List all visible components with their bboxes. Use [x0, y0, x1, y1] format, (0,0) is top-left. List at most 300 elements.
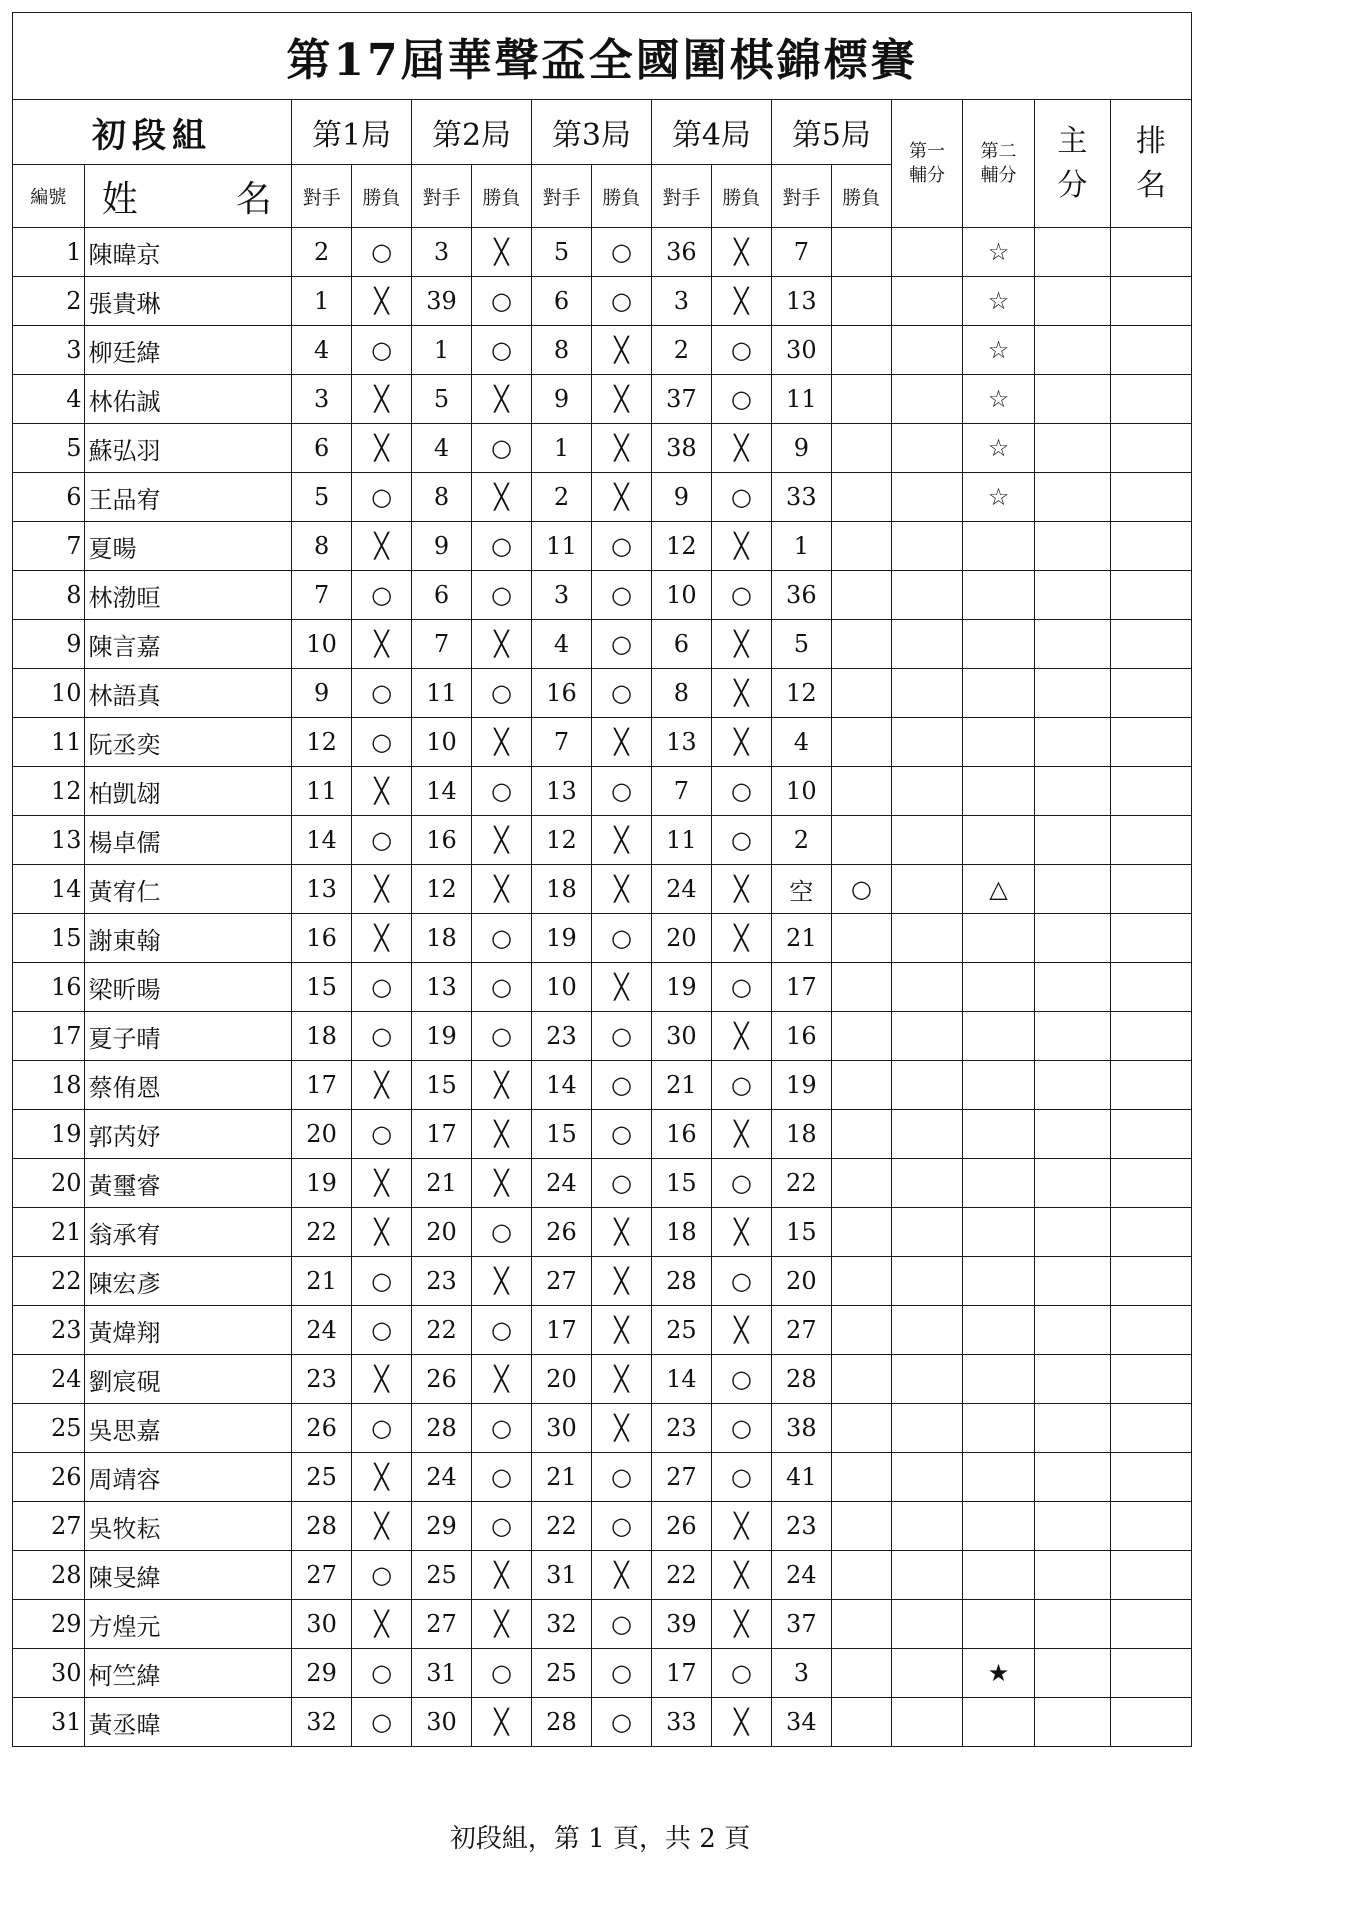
opponent-cell: 21 [651, 1061, 711, 1110]
result-cell: ○ [591, 767, 651, 816]
aux-score-2-cell [963, 1159, 1035, 1208]
opponent-cell: 18 [292, 1012, 352, 1061]
opponent-cell: 4 [292, 326, 352, 375]
opponent-cell: 5 [292, 473, 352, 522]
result-cell [831, 326, 891, 375]
opponent-cell: 12 [651, 522, 711, 571]
result-cell [831, 1502, 891, 1551]
main-score-cell [1034, 1110, 1110, 1159]
main-score-cell [1034, 1306, 1110, 1355]
rank-cell [1110, 1306, 1191, 1355]
aux-score-1-cell [891, 1404, 963, 1453]
opponent-cell: 24 [531, 1159, 591, 1208]
result-cell: ╳ [711, 865, 771, 914]
player-number: 13 [13, 816, 85, 865]
aux-score-2-cell [963, 816, 1035, 865]
result-cell: ○ [711, 326, 771, 375]
opponent-cell: 22 [292, 1208, 352, 1257]
result-cell: ╳ [591, 1306, 651, 1355]
player-row [13, 1649, 1192, 1698]
result-cell: ○ [711, 1404, 771, 1453]
opponent-cell: 13 [531, 767, 591, 816]
rank-cell [1110, 865, 1191, 914]
main-score-cell [1034, 1453, 1110, 1502]
aux2-line2: 輔分 [980, 164, 1017, 186]
result-cell: ╳ [472, 1600, 532, 1649]
result-cell: ╳ [591, 1404, 651, 1453]
aux-score-1-cell [891, 522, 963, 571]
main-score-header [1034, 100, 1110, 228]
result-cell: ╳ [591, 1208, 651, 1257]
player-row [13, 963, 1192, 1012]
main-score-cell [1034, 816, 1110, 865]
main-score-cell [1034, 620, 1110, 669]
opponent-cell: 7 [531, 718, 591, 767]
round-2-header: 第2局 [412, 100, 532, 165]
main-score-cell [1034, 914, 1110, 963]
rank-cell [1110, 1159, 1191, 1208]
opponent-cell: 30 [531, 1404, 591, 1453]
player-name: 吳思嘉 [84, 1404, 292, 1453]
result-cell [831, 1600, 891, 1649]
aux-score-1-cell [891, 1649, 963, 1698]
result-cell [831, 669, 891, 718]
tournament-title: 第17屆華聲盃全國圍棋錦標賽 [13, 13, 1192, 100]
result-cell [831, 1404, 891, 1453]
opponent-cell: 14 [651, 1355, 711, 1404]
result-cell: ○ [472, 1012, 532, 1061]
player-number: 9 [13, 620, 85, 669]
main-score-cell [1034, 1355, 1110, 1404]
opponent-header: 對手 [292, 165, 352, 228]
aux-score-1-cell [891, 1257, 963, 1306]
player-name: 阮丞奕 [84, 718, 292, 767]
result-cell: ╳ [472, 1257, 532, 1306]
opponent-cell: 33 [651, 1698, 711, 1747]
opponent-cell: 15 [651, 1159, 711, 1208]
opponent-cell: 27 [651, 1453, 711, 1502]
result-cell: ○ [472, 571, 532, 620]
result-cell: ╳ [591, 1355, 651, 1404]
opponent-cell: 19 [651, 963, 711, 1012]
player-row [13, 718, 1192, 767]
aux-score-2-cell [963, 914, 1035, 963]
result-cell: ○ [472, 277, 532, 326]
opponent-cell: 21 [771, 914, 831, 963]
aux-score-1-cell [891, 1551, 963, 1600]
player-number: 16 [13, 963, 85, 1012]
opponent-cell: 38 [651, 424, 711, 473]
rank-cell [1110, 1453, 1191, 1502]
opponent-cell: 16 [531, 669, 591, 718]
opponent-cell: 9 [292, 669, 352, 718]
player-name: 黃宥仁 [84, 865, 292, 914]
rank-cell [1110, 326, 1191, 375]
opponent-cell: 20 [771, 1257, 831, 1306]
result-cell [831, 522, 891, 571]
player-number: 26 [13, 1453, 85, 1502]
player-name: 黃煒翔 [84, 1306, 292, 1355]
player-name: 林語真 [84, 669, 292, 718]
opponent-cell: 11 [651, 816, 711, 865]
opponent-cell: 18 [412, 914, 472, 963]
result-cell: ○ [352, 228, 412, 277]
aux-score-2-cell [963, 1110, 1035, 1159]
opponent-cell: 12 [771, 669, 831, 718]
player-name: 蔡侑恩 [84, 1061, 292, 1110]
result-cell: ╳ [711, 1012, 771, 1061]
aux-score-2-cell [963, 1012, 1035, 1061]
result-cell: ○ [591, 1110, 651, 1159]
result-cell: ○ [591, 1649, 651, 1698]
result-cell: ○ [352, 571, 412, 620]
opponent-cell: 2 [292, 228, 352, 277]
result-cell: ╳ [472, 1159, 532, 1208]
result-cell: ╳ [711, 1551, 771, 1600]
result-cell [831, 1649, 891, 1698]
opponent-cell: 27 [412, 1600, 472, 1649]
opponent-cell: 11 [412, 669, 472, 718]
main-score-cell [1034, 1257, 1110, 1306]
main-score-cell [1034, 228, 1110, 277]
aux1-line1: 第一 [909, 140, 946, 162]
opponent-cell: 27 [292, 1551, 352, 1600]
opponent-cell: 4 [771, 718, 831, 767]
opponent-cell: 9 [412, 522, 472, 571]
player-number: 25 [13, 1404, 85, 1453]
player-name: 翁承宥 [84, 1208, 292, 1257]
opponent-cell: 4 [531, 620, 591, 669]
opponent-cell: 22 [771, 1159, 831, 1208]
opponent-cell: 11 [292, 767, 352, 816]
aux-score-1-cell [891, 473, 963, 522]
main-score-cell [1034, 1061, 1110, 1110]
result-cell: ╳ [472, 375, 532, 424]
opponent-cell: 29 [412, 1502, 472, 1551]
aux-score-1-cell [891, 1600, 963, 1649]
opponent-cell: 22 [531, 1502, 591, 1551]
rank-cell [1110, 1600, 1191, 1649]
rank-cell [1110, 1110, 1191, 1159]
result-cell: ╳ [591, 816, 651, 865]
result-cell: ╳ [352, 865, 412, 914]
opponent-cell: 6 [651, 620, 711, 669]
opponent-cell: 36 [651, 228, 711, 277]
aux1-line2: 輔分 [909, 164, 946, 186]
aux-score-2-cell [963, 522, 1035, 571]
player-number: 7 [13, 522, 85, 571]
opponent-cell: 13 [771, 277, 831, 326]
opponent-cell: 2 [771, 816, 831, 865]
rank-cell [1110, 914, 1191, 963]
result-cell: ○ [472, 1453, 532, 1502]
opponent-cell: 37 [651, 375, 711, 424]
opponent-cell: 20 [292, 1110, 352, 1159]
opponent-cell: 11 [531, 522, 591, 571]
result-cell [831, 1208, 891, 1257]
player-row [13, 1404, 1192, 1453]
result-cell: ╳ [591, 424, 651, 473]
opponent-cell: 8 [412, 473, 472, 522]
aux-score-2-cell [963, 1208, 1035, 1257]
result-cell: ╳ [352, 375, 412, 424]
player-row [13, 1110, 1192, 1159]
player-number: 23 [13, 1306, 85, 1355]
opponent-cell: 空 [771, 865, 831, 914]
aux-score-1-cell [891, 865, 963, 914]
result-cell [831, 1012, 891, 1061]
opponent-cell: 2 [651, 326, 711, 375]
player-number: 30 [13, 1649, 85, 1698]
opponent-cell: 26 [292, 1404, 352, 1453]
aux-score-1-cell [891, 914, 963, 963]
result-cell: ╳ [591, 473, 651, 522]
opponent-cell: 18 [771, 1110, 831, 1159]
main-score-cell [1034, 424, 1110, 473]
result-cell: ○ [472, 1404, 532, 1453]
result-cell: ○ [352, 1110, 412, 1159]
number-header: 編號 [13, 165, 85, 228]
player-row [13, 767, 1192, 816]
aux-score-1-cell [891, 571, 963, 620]
opponent-cell: 24 [651, 865, 711, 914]
opponent-cell: 3 [292, 375, 352, 424]
opponent-cell: 3 [771, 1649, 831, 1698]
result-cell: ○ [591, 1012, 651, 1061]
result-cell: ○ [591, 277, 651, 326]
rank-cell [1110, 277, 1191, 326]
player-number: 31 [13, 1698, 85, 1747]
result-cell: ╳ [711, 1600, 771, 1649]
aux-score-1-cell [891, 1208, 963, 1257]
opponent-cell: 23 [531, 1012, 591, 1061]
result-cell: ○ [711, 1257, 771, 1306]
player-number: 29 [13, 1600, 85, 1649]
main-score-cell [1034, 1159, 1110, 1208]
opponent-cell: 37 [771, 1600, 831, 1649]
result-cell: ○ [472, 914, 532, 963]
result-cell: ╳ [591, 326, 651, 375]
opponent-cell: 16 [412, 816, 472, 865]
opponent-cell: 30 [412, 1698, 472, 1747]
player-row [13, 1012, 1192, 1061]
main-score-cell [1034, 1502, 1110, 1551]
result-cell: ╳ [711, 522, 771, 571]
player-number: 10 [13, 669, 85, 718]
result-cell: ○ [591, 571, 651, 620]
player-name: 林佑誠 [84, 375, 292, 424]
result-cell: ╳ [711, 718, 771, 767]
main-score-cell [1034, 1012, 1110, 1061]
aux2-line1: 第二 [980, 140, 1017, 162]
main-score-cell [1034, 326, 1110, 375]
opponent-cell: 17 [531, 1306, 591, 1355]
opponent-cell: 12 [531, 816, 591, 865]
player-name: 陳言嘉 [84, 620, 292, 669]
aux-score-2-cell: △ [963, 865, 1035, 914]
opponent-cell: 10 [651, 571, 711, 620]
opponent-cell: 15 [292, 963, 352, 1012]
result-cell: ╳ [352, 1208, 412, 1257]
result-cell: ○ [591, 228, 651, 277]
opponent-cell: 38 [771, 1404, 831, 1453]
result-cell: ○ [591, 522, 651, 571]
opponent-cell: 16 [771, 1012, 831, 1061]
rank-line1: 排 [1135, 123, 1166, 159]
result-cell: ○ [352, 1306, 412, 1355]
opponent-cell: 13 [651, 718, 711, 767]
opponent-cell: 5 [771, 620, 831, 669]
opponent-cell: 17 [292, 1061, 352, 1110]
opponent-cell: 18 [531, 865, 591, 914]
aux-score-1-cell [891, 1306, 963, 1355]
result-cell: ○ [352, 1698, 412, 1747]
opponent-cell: 22 [651, 1551, 711, 1600]
opponent-cell: 23 [412, 1257, 472, 1306]
rank-cell [1110, 1649, 1191, 1698]
opponent-cell: 19 [531, 914, 591, 963]
result-cell: ╳ [472, 473, 532, 522]
result-cell: ○ [352, 326, 412, 375]
player-number: 4 [13, 375, 85, 424]
opponent-cell: 20 [651, 914, 711, 963]
aux-score-2-cell: ☆ [963, 375, 1035, 424]
aux-score-2-cell: ★ [963, 1649, 1035, 1698]
player-row [13, 865, 1192, 914]
result-cell: ○ [711, 963, 771, 1012]
result-cell [831, 1061, 891, 1110]
player-name: 王品宥 [84, 473, 292, 522]
opponent-cell: 19 [412, 1012, 472, 1061]
rank-cell [1110, 1012, 1191, 1061]
opponent-cell: 8 [292, 522, 352, 571]
opponent-cell: 27 [771, 1306, 831, 1355]
opponent-cell: 3 [412, 228, 472, 277]
player-row [13, 1600, 1192, 1649]
opponent-cell: 10 [771, 767, 831, 816]
opponent-cell: 39 [412, 277, 472, 326]
result-cell: ╳ [472, 865, 532, 914]
player-name: 楊卓儒 [84, 816, 292, 865]
main-score-cell [1034, 473, 1110, 522]
result-cell: ╳ [472, 718, 532, 767]
result-cell: ○ [711, 816, 771, 865]
player-name: 蘇弘羽 [84, 424, 292, 473]
result-cell: ╳ [352, 1600, 412, 1649]
result-cell: ○ [591, 1453, 651, 1502]
aux-score-2-cell [963, 1600, 1035, 1649]
opponent-cell: 26 [412, 1355, 472, 1404]
player-row [13, 1306, 1192, 1355]
main-score-cell [1034, 767, 1110, 816]
opponent-cell: 30 [771, 326, 831, 375]
main-score-cell [1034, 1551, 1110, 1600]
result-cell: ○ [352, 1012, 412, 1061]
result-cell: ╳ [472, 1551, 532, 1600]
result-cell [831, 228, 891, 277]
opponent-cell: 6 [412, 571, 472, 620]
standings-table [12, 12, 1192, 1747]
result-cell: ○ [352, 1649, 412, 1698]
opponent-cell: 14 [531, 1061, 591, 1110]
opponent-header: 對手 [771, 165, 831, 228]
opponent-cell: 24 [292, 1306, 352, 1355]
result-cell [831, 1453, 891, 1502]
aux-score-2-cell: ☆ [963, 473, 1035, 522]
result-cell: ╳ [472, 1061, 532, 1110]
aux-score-2-cell [963, 1404, 1035, 1453]
aux-score-1-cell [891, 963, 963, 1012]
player-name: 謝東翰 [84, 914, 292, 963]
opponent-cell: 19 [292, 1159, 352, 1208]
player-name: 梁昕暘 [84, 963, 292, 1012]
result-cell: ╳ [352, 424, 412, 473]
result-cell: ○ [472, 1208, 532, 1257]
result-cell [831, 1355, 891, 1404]
main-score-cell [1034, 1404, 1110, 1453]
rank-cell [1110, 522, 1191, 571]
player-row [13, 571, 1192, 620]
opponent-cell: 32 [531, 1600, 591, 1649]
result-cell: ○ [711, 473, 771, 522]
player-row [13, 1355, 1192, 1404]
result-cell: ○ [352, 669, 412, 718]
opponent-cell: 12 [292, 718, 352, 767]
result-cell: ○ [591, 1502, 651, 1551]
player-row [13, 228, 1192, 277]
result-cell: ╳ [711, 228, 771, 277]
aux-score-2-cell [963, 767, 1035, 816]
rank-cell [1110, 228, 1191, 277]
aux-score-1-cell [891, 816, 963, 865]
result-cell: ○ [472, 669, 532, 718]
result-cell: ○ [711, 571, 771, 620]
aux-score-2-cell [963, 1061, 1035, 1110]
aux-score-2-cell [963, 963, 1035, 1012]
result-cell [831, 1159, 891, 1208]
player-number: 21 [13, 1208, 85, 1257]
player-number: 27 [13, 1502, 85, 1551]
opponent-cell: 7 [771, 228, 831, 277]
result-cell: ○ [352, 1404, 412, 1453]
opponent-cell: 34 [771, 1698, 831, 1747]
player-name: 柏凱翃 [84, 767, 292, 816]
player-number: 14 [13, 865, 85, 914]
rank-cell [1110, 1698, 1191, 1747]
aux-score-1-cell [891, 326, 963, 375]
result-cell: ○ [711, 1159, 771, 1208]
rank-header [1110, 100, 1191, 228]
opponent-cell: 17 [412, 1110, 472, 1159]
opponent-cell: 8 [531, 326, 591, 375]
opponent-cell: 25 [292, 1453, 352, 1502]
opponent-cell: 18 [651, 1208, 711, 1257]
main-score-cell [1034, 1649, 1110, 1698]
opponent-cell: 26 [531, 1208, 591, 1257]
player-row [13, 473, 1192, 522]
aux-score-1-cell [891, 424, 963, 473]
aux-score-1-cell [891, 669, 963, 718]
result-cell: ╳ [711, 914, 771, 963]
main-score-cell [1034, 718, 1110, 767]
result-cell [831, 620, 891, 669]
aux-score-1-cell [891, 1159, 963, 1208]
result-cell: ○ [591, 1600, 651, 1649]
result-cell [831, 277, 891, 326]
result-header: 勝負 [711, 165, 771, 228]
player-name: 陳旻緯 [84, 1551, 292, 1600]
rank-cell [1110, 1551, 1191, 1600]
